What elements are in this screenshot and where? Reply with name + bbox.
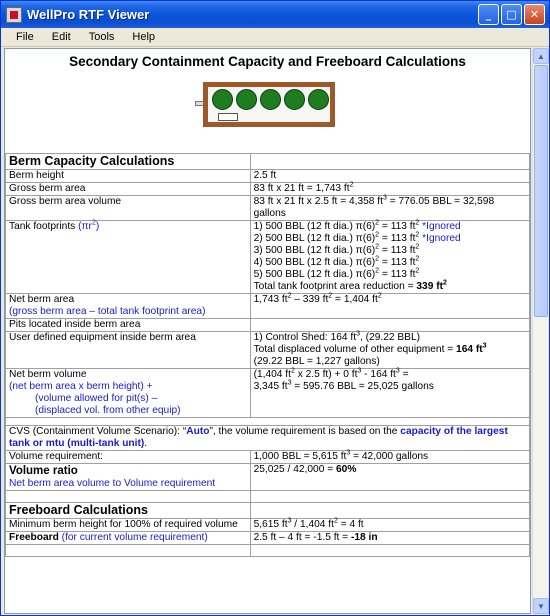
freeboard-value: 2.5 ft – 4 ft = -1.5 ft = -18 in — [250, 532, 529, 545]
app-icon — [6, 7, 22, 23]
menu-help[interactable]: Help — [132, 31, 156, 43]
table-row — [6, 221, 530, 294]
gross-area-value: 83 ft x 21 ft = 1,743 $ft^2$ — [250, 183, 529, 196]
minimize-button[interactable]: _ — [478, 4, 499, 25]
volume-ratio-label: Volume ratio Net berm area volume to Volume requirement — [6, 464, 251, 491]
table-row — [6, 451, 530, 464]
scrollbar-thumb[interactable] — [534, 65, 548, 317]
berm-outline — [203, 82, 335, 127]
maximize-button[interactable]: □ — [501, 4, 522, 25]
arrow-up-icon[interactable]: ▲ — [533, 48, 549, 64]
tank-3 — [260, 89, 281, 110]
table-row — [6, 519, 530, 532]
document-view[interactable] — [4, 48, 531, 614]
min-berm-height-label: Minimum berm height for 100% of required volume — [6, 519, 251, 532]
gross-volume-value: 83 ft x 21 ft x 2.5 ft = 4,358 $ft^3 = 776.05$ BBL = 32,598 gallons — [250, 196, 529, 221]
net-volume-value: (1,404 $ft^2$ x 2.5 ft) + 0 $ft^3 - 164$ $ft^3$ = 3,345 $ft^3 = 595.76$ BBL = 25,025 gallons — [250, 369, 529, 418]
tank-4 — [284, 89, 305, 110]
document-title: Secondary Containment Capacity and Freeboard Calculations — [69, 54, 466, 69]
tank-footprints-value — [250, 221, 529, 294]
min-berm-height-value: 5,615 $ft^3 / 1,404$ $ft^2 = 4$ ft — [250, 519, 529, 532]
net-volume-label: Net berm volume (net berm area x berm height) + (volume allowed for pit(s) – (displaced vol. from other equip) — [6, 369, 251, 418]
freeboard-label: Freeboard (for current volume requirement) — [6, 532, 251, 545]
table-row — [6, 464, 530, 491]
table-row — [6, 491, 530, 503]
cvs-statement: CVS (Containment Volume Scenario): “Auto”, the volume requirement is based on the capacity of the largest tank or mtu (multi-tank unit). — [6, 426, 530, 451]
list-item: 4) 500 BBL (12 ft dia.) $\pi(6)^2 = 113$ $ft^2$ — [253, 255, 420, 268]
equipment-label: User defined equipment inside berm area — [6, 332, 251, 369]
table-row — [6, 369, 530, 418]
gross-volume-label: Gross berm area volume — [6, 196, 251, 221]
tank-total: Total tank footprint area reduction = 339 $ft^2$ — [253, 279, 447, 292]
list-item: 2) 500 BBL (12 ft dia.) $\pi(6)^2 = 113$ $ft^2$ *Ignored — [253, 231, 461, 244]
list-item: 5) 500 BBL (12 ft dia.) $\pi(6)^2 = 113$ $ft^2$ — [253, 267, 420, 280]
table-row — [6, 319, 530, 332]
table-row — [6, 183, 530, 196]
volume-requirement-label: Volume requirement: — [6, 451, 251, 464]
pits-label: Pits located inside berm area — [6, 319, 251, 332]
freeboard-heading: Freeboard Calculations — [6, 503, 251, 519]
berm-diagram — [5, 73, 530, 153]
title-bar[interactable] — [1, 1, 549, 28]
net-area-value: 1,743 $ft^2 - 339$ $ft^2 = 1,404$ $ft^2$ — [250, 294, 529, 319]
berm-section-heading: Berm Capacity Calculations — [6, 154, 251, 170]
equipment-value: 1) Control Shed: 164 $ft^3$, (29.22 BBL) Total displaced volume of other equipment = 164 $ft^3$ (29.22 BBL = 1,227 gallons) — [250, 332, 529, 369]
gross-area-label: Gross berm area — [6, 183, 251, 196]
table-row — [6, 503, 530, 519]
table-row — [6, 332, 530, 369]
table-row — [6, 545, 530, 557]
tank-5 — [308, 89, 329, 110]
tank-footprints-label: Tank footprints $(\pi r^2)$ — [6, 221, 251, 294]
tank-2 — [236, 89, 257, 110]
volume-requirement-value: 1,000 BBL = 5,615 $ft^3 = 42,000$ gallons — [250, 451, 529, 464]
list-item: 3) 500 BBL (12 ft dia.) $\pi(6)^2 = 113$ $ft^2$ — [253, 243, 420, 256]
menu-tools[interactable]: Tools — [88, 31, 115, 43]
table-row — [6, 532, 530, 545]
table-row — [6, 426, 530, 451]
menu-edit[interactable]: Edit — [51, 31, 71, 43]
window-title: WellPro RTF Viewer — [27, 7, 150, 22]
berm-height-label: Berm height — [6, 170, 251, 183]
berm-height-value: 2.5 ft — [250, 170, 529, 183]
vertical-scrollbar[interactable] — [532, 48, 548, 614]
arrow-down-icon[interactable]: ▼ — [533, 598, 549, 614]
table-row — [6, 170, 530, 183]
close-button[interactable]: ✕ — [524, 4, 545, 25]
tank-1 — [212, 89, 233, 110]
calculation-table — [5, 153, 530, 557]
menu-bar — [1, 28, 549, 47]
table-row — [6, 418, 530, 426]
table-row — [6, 294, 530, 319]
menu-file[interactable]: File — [16, 31, 34, 43]
list-item: 1) 500 BBL (12 ft dia.) $\pi(6)^2 = 113$ $ft^2$ *Ignored — [253, 219, 461, 232]
net-area-label: Net berm area (gross berm area – total tank footprint area) — [6, 294, 251, 319]
control-shed — [218, 113, 238, 121]
volume-ratio-value: 25,025 / 42,000 = 60% — [250, 464, 529, 491]
table-row — [6, 196, 530, 221]
